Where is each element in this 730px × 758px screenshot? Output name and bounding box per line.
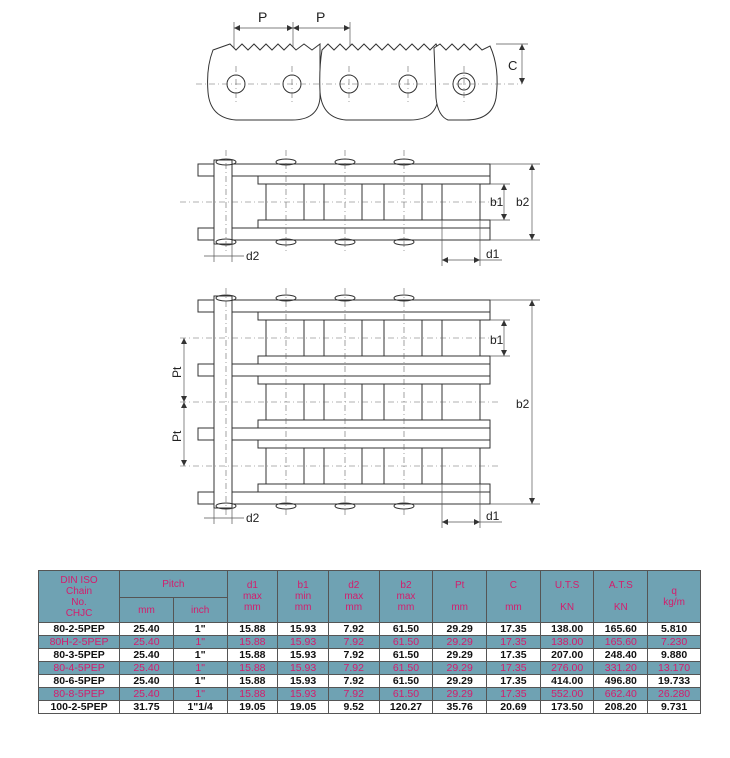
header-d1: d1 max mm: [227, 571, 278, 623]
table-cell: 61.50: [379, 662, 433, 675]
table-cell: 15.88: [227, 662, 278, 675]
b1-label-multi: b1: [490, 333, 504, 347]
table-row: [39, 675, 701, 688]
d2-label-multi: d2: [246, 511, 260, 525]
table-cell: 7.230: [648, 636, 701, 649]
table-cell: 7.92: [328, 649, 379, 662]
table-cell: 17.35: [487, 636, 541, 649]
table-cell: 207.00: [540, 649, 594, 662]
table-cell: 552.00: [540, 688, 594, 701]
table-cell: 29.29: [433, 636, 487, 649]
table-cell: 100-2-5PEP: [39, 701, 120, 714]
table-cell: 15.93: [278, 623, 329, 636]
table-cell: 7.92: [328, 688, 379, 701]
table-cell: 1": [173, 675, 227, 688]
header-chain-no: DIN ISO Chain No. CHJC: [39, 571, 120, 623]
table-cell: 20.69: [487, 701, 541, 714]
table-cell: 17.35: [487, 675, 541, 688]
table-cell: 29.29: [433, 675, 487, 688]
table-cell: 331.20: [594, 662, 648, 675]
header-uts: U.T.S KN: [540, 571, 594, 623]
table-row: [39, 623, 701, 636]
table-cell: 7.92: [328, 636, 379, 649]
table-cell: 15.88: [227, 649, 278, 662]
pt-label-2: Pt: [170, 430, 184, 442]
table-cell: 414.00: [540, 675, 594, 688]
table-cell: 15.93: [278, 636, 329, 649]
b2-label: b2: [516, 195, 530, 209]
header-pt: Pt mm: [433, 571, 487, 623]
table-cell: 7.92: [328, 675, 379, 688]
table-cell: 31.75: [120, 701, 174, 714]
table-cell: 29.29: [433, 649, 487, 662]
table-cell: 15.93: [278, 675, 329, 688]
header-ats: A.T.S KN: [594, 571, 648, 623]
table-cell: 25.40: [120, 662, 174, 675]
table-row: [39, 688, 701, 701]
table-cell: 29.29: [433, 688, 487, 701]
pitch-label-1: P: [258, 9, 268, 25]
table-cell: 15.93: [278, 649, 329, 662]
d2-label: d2: [246, 249, 260, 263]
plate-height-label: C: [508, 58, 518, 73]
d1-label-multi: d1: [486, 509, 500, 523]
table-cell: 9.731: [648, 701, 701, 714]
table-cell: 61.50: [379, 688, 433, 701]
b2-label-multi: b2: [516, 397, 530, 411]
table-row: [39, 662, 701, 675]
table-cell: 61.50: [379, 675, 433, 688]
table-cell: 80-3-5PEP: [39, 649, 120, 662]
table-cell: 15.88: [227, 675, 278, 688]
table-cell: 61.50: [379, 623, 433, 636]
table-cell: 9.52: [328, 701, 379, 714]
table-cell: 61.50: [379, 636, 433, 649]
table-cell: 17.35: [487, 649, 541, 662]
table-cell: 7.92: [328, 623, 379, 636]
table-cell: 25.40: [120, 688, 174, 701]
table-cell: 1"1/4: [173, 701, 227, 714]
table-cell: 1": [173, 688, 227, 701]
table-cell: 25.40: [120, 623, 174, 636]
table-cell: 17.35: [487, 688, 541, 701]
table-cell: 120.27: [379, 701, 433, 714]
header-b1: b1 min mm: [278, 571, 329, 623]
table-cell: 15.88: [227, 688, 278, 701]
table-cell: 80-8-5PEP: [39, 688, 120, 701]
table-cell: 80-6-5PEP: [39, 675, 120, 688]
table-cell: 25.40: [120, 649, 174, 662]
table-cell: 25.40: [120, 636, 174, 649]
table-cell: 19.05: [227, 701, 278, 714]
table-cell: 1": [173, 649, 227, 662]
table-cell: 165.60: [594, 623, 648, 636]
table-cell: 15.88: [227, 636, 278, 649]
table-cell: 80-2-5PEP: [39, 623, 120, 636]
table-cell: 25.40: [120, 675, 174, 688]
header-pitch-mm: mm: [120, 598, 174, 623]
table-cell: 5.810: [648, 623, 701, 636]
table-cell: 138.00: [540, 623, 594, 636]
table-cell: 173.50: [540, 701, 594, 714]
table-cell: 1": [173, 636, 227, 649]
table-cell: 662.40: [594, 688, 648, 701]
table-cell: 61.50: [379, 649, 433, 662]
table-cell: 208.20: [594, 701, 648, 714]
table-cell: 7.92: [328, 662, 379, 675]
b1-label: b1: [490, 195, 504, 209]
table-row: [39, 636, 701, 649]
table-cell: 15.93: [278, 688, 329, 701]
table-cell: 1": [173, 662, 227, 675]
table-row: [39, 649, 701, 662]
table-cell: 165.60: [594, 636, 648, 649]
header-pitch-inch: inch: [173, 598, 227, 623]
table-cell: 248.40: [594, 649, 648, 662]
table-cell: 80-4-5PEP: [39, 662, 120, 675]
table-cell: 138.00: [540, 636, 594, 649]
chain-spec-table: [38, 570, 701, 714]
table-row: [39, 701, 701, 714]
table-cell: 276.00: [540, 662, 594, 675]
table-cell: 496.80: [594, 675, 648, 688]
table-cell: 29.29: [433, 662, 487, 675]
header-c: C mm: [487, 571, 541, 623]
table-cell: 26.280: [648, 688, 701, 701]
table-cell: 35.76: [433, 701, 487, 714]
table-cell: 15.93: [278, 662, 329, 675]
table-cell: 17.35: [487, 623, 541, 636]
header-pitch: Pitch: [120, 571, 227, 598]
top-view-multiplex: [170, 288, 540, 528]
table-cell: 29.29: [433, 623, 487, 636]
d1-label: d1: [486, 247, 500, 261]
header-d2: d2 max mm: [328, 571, 379, 623]
pt-label-1: Pt: [170, 366, 184, 378]
table-cell: 1": [173, 623, 227, 636]
header-q: q kg/m: [648, 571, 701, 623]
table-cell: 15.88: [227, 623, 278, 636]
top-view-duplex: [180, 150, 540, 266]
pitch-label-2: P: [316, 9, 326, 25]
table-cell: 80H-2-5PEP: [39, 636, 120, 649]
table-cell: 9.880: [648, 649, 701, 662]
side-view: [196, 9, 528, 120]
header-b2: b2 max mm: [379, 571, 433, 623]
table-cell: 17.35: [487, 662, 541, 675]
table-cell: 13.170: [648, 662, 701, 675]
table-cell: 19.733: [648, 675, 701, 688]
table-cell: 19.05: [278, 701, 329, 714]
